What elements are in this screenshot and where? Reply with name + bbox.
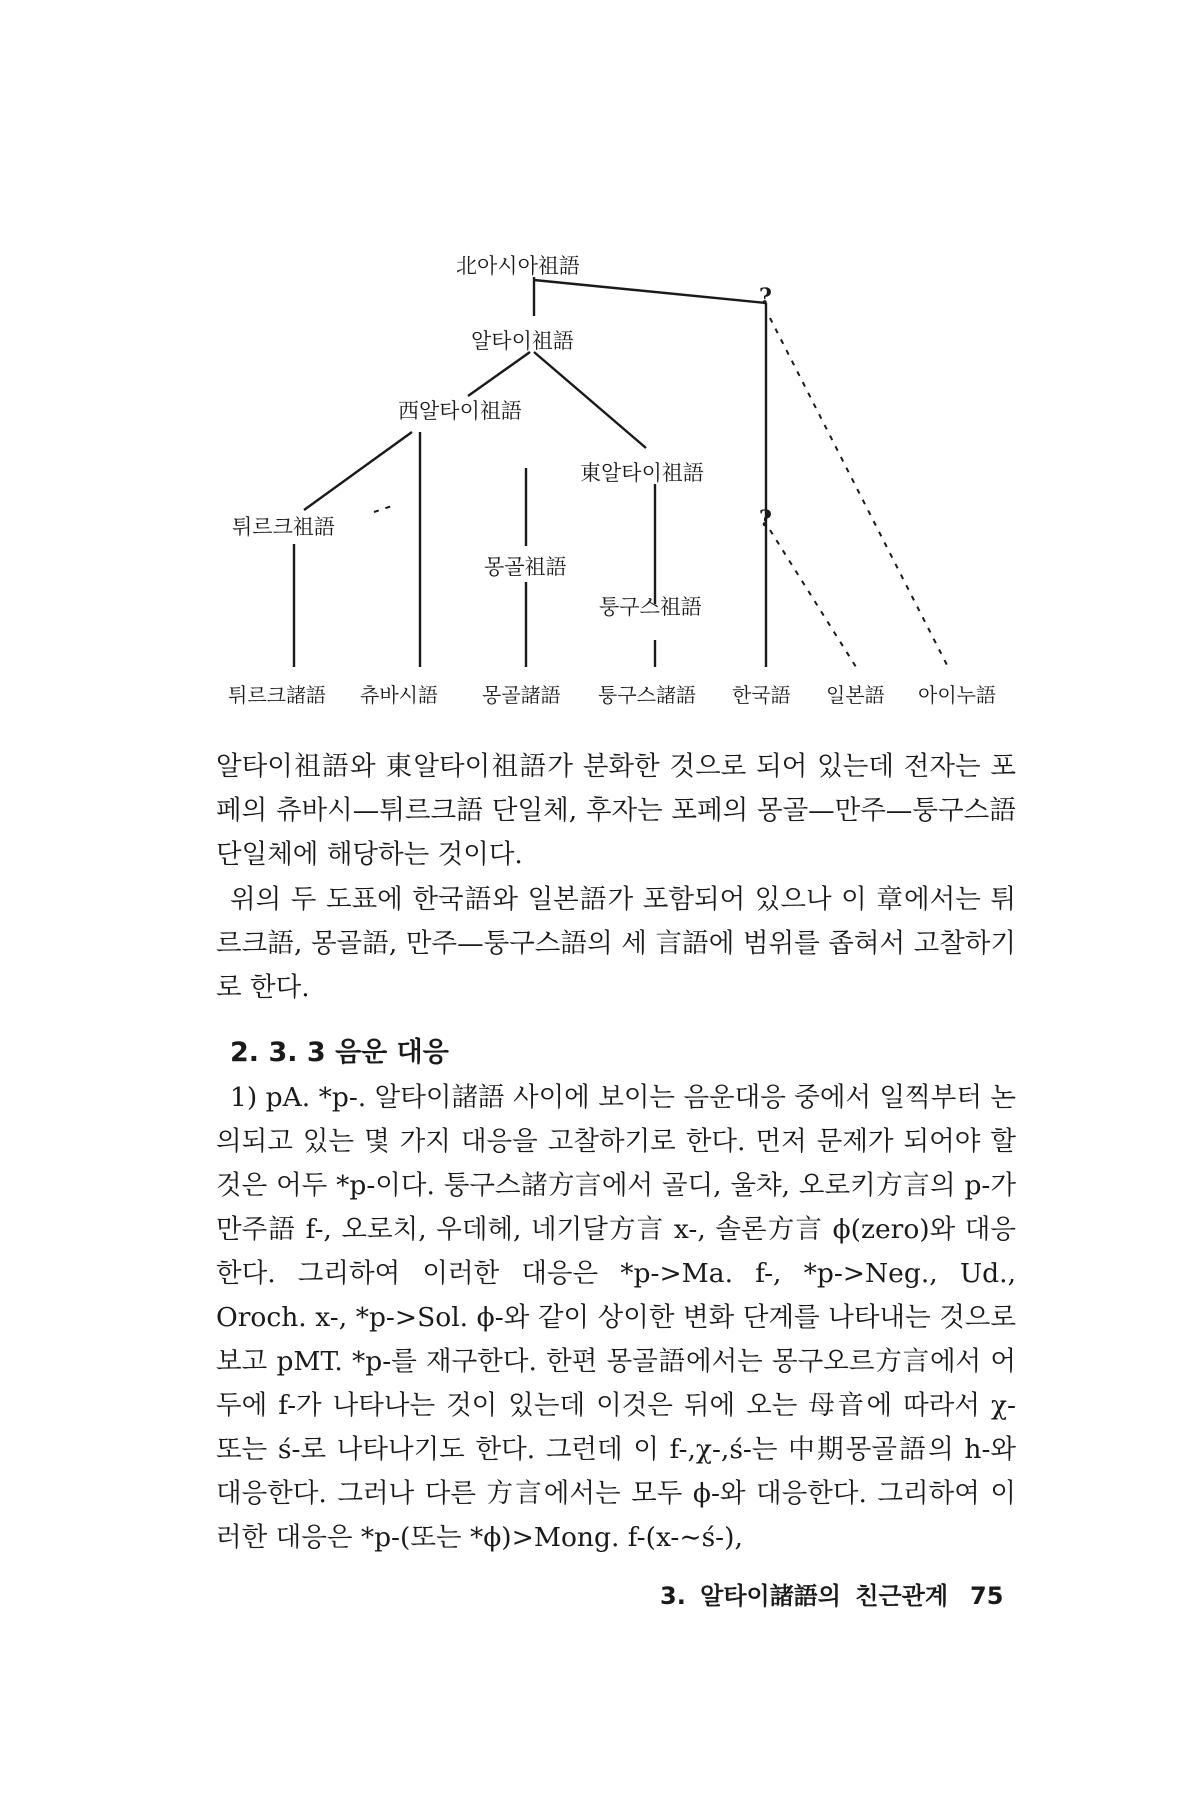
question-mark-top: ? xyxy=(759,284,772,310)
leaf-turkic-languages: 튀르크諸語 xyxy=(228,683,326,707)
node-west-altaic-proto: 西알타이祖語 xyxy=(398,399,522,423)
node-east-altaic-proto: 東알타이祖語 xyxy=(580,461,704,485)
paragraph-altaic-split: 알타이祖語와 東알타이祖語가 분화한 것으로 되어 있는데 전자는 포페의 츄바시—튀르크語 단일체, 후자는 포페의 몽골—만주—퉁구스語 단일체에 해당하는 것이다. xyxy=(216,751,1016,870)
node-north-asian-proto: 北아시아祖語 xyxy=(456,254,580,278)
edge-dash-ainu xyxy=(770,318,948,667)
node-mongol-proto: 몽골祖語 xyxy=(484,555,567,579)
language-family-tree-diagram xyxy=(0,0,1200,720)
running-footer xyxy=(660,1576,1003,1611)
leaf-mongolic-languages: 몽골諸語 xyxy=(482,683,561,707)
node-turkic-proto: 튀르크祖語 xyxy=(232,515,335,539)
paragraph-scope: 위의 두 도표에 한국語와 일본語가 포함되어 있으나 이 章에서는 튀르크語, 몽골語, 만주—퉁구스語의 세 言語에 범위를 좁혀서 고찰하기로 한다. xyxy=(216,884,1016,1003)
leaf-tungusic-languages: 퉁구스諸語 xyxy=(598,683,696,707)
edge-altaic-west xyxy=(468,352,530,396)
node-altaic-proto: 알타이祖語 xyxy=(471,329,574,353)
edge-dash-japanese xyxy=(770,530,856,667)
node-tungus-proto: 퉁구스祖語 xyxy=(599,595,702,619)
footer-chapter-title: 3. 알타이諸語의 친근관계 xyxy=(660,1582,948,1610)
leaf-ainu: 아이누語 xyxy=(918,683,996,707)
edge-west-turkic xyxy=(304,432,412,510)
leaf-korean: 한국語 xyxy=(732,683,791,707)
edge-root-right xyxy=(534,280,766,303)
leaf-chuvash: 츄바시語 xyxy=(360,683,438,707)
edge-dash-turkic xyxy=(374,506,392,512)
edge-altaic-east xyxy=(534,352,646,448)
section-heading: 2. 3. 3 음운 대응 xyxy=(230,1037,449,1068)
paragraph-sound-correspondence: 1) pA. *p-. 알타이諸語 사이에 보이는 음운대응 중에서 일찍부터 논의되고 있는 몇 가지 대응을 고찰하기로 한다. 먼저 문제가 되어야 할 것은 어두 *p-이다. 퉁구스諸方言에서 골디, 울챠, 오로키方言의 p-가 만주語 f-, 오로치, 우데헤, 네기달方言 x-, 솔론方言 ϕ(zero)와 대응한다. 그리하여 이러한 대응은 *p->Ma. f-, *p->Neg., Ud., Oroch. x-, *p->Sol. ϕ-와 같이 상이한 변화 단계를 나타내는 것으로 보고 pMT. *p-를 재구한다. 한편 몽골語에서는 몽구오르方言에서 어두에 f-가 나타나는 것이 있는데 이것은 뒤에 오는 母音에 따라서 χ- 또는 ś-로 나타나기도 한다. 그런데 이 f-,χ-,ś-는 中期몽골語의 h-와 대응한다. 그러나 다른 方言에서는 모두 ϕ-와 대응한다. 그리하여 이러한 대응은 *p-(또는 *ϕ)>Mong. f-(x-∼ś-), xyxy=(216,1082,1016,1553)
page-number: 75 xyxy=(970,1582,1004,1610)
question-mark-mid: ? xyxy=(759,506,772,532)
leaf-japanese: 일본語 xyxy=(826,683,885,707)
